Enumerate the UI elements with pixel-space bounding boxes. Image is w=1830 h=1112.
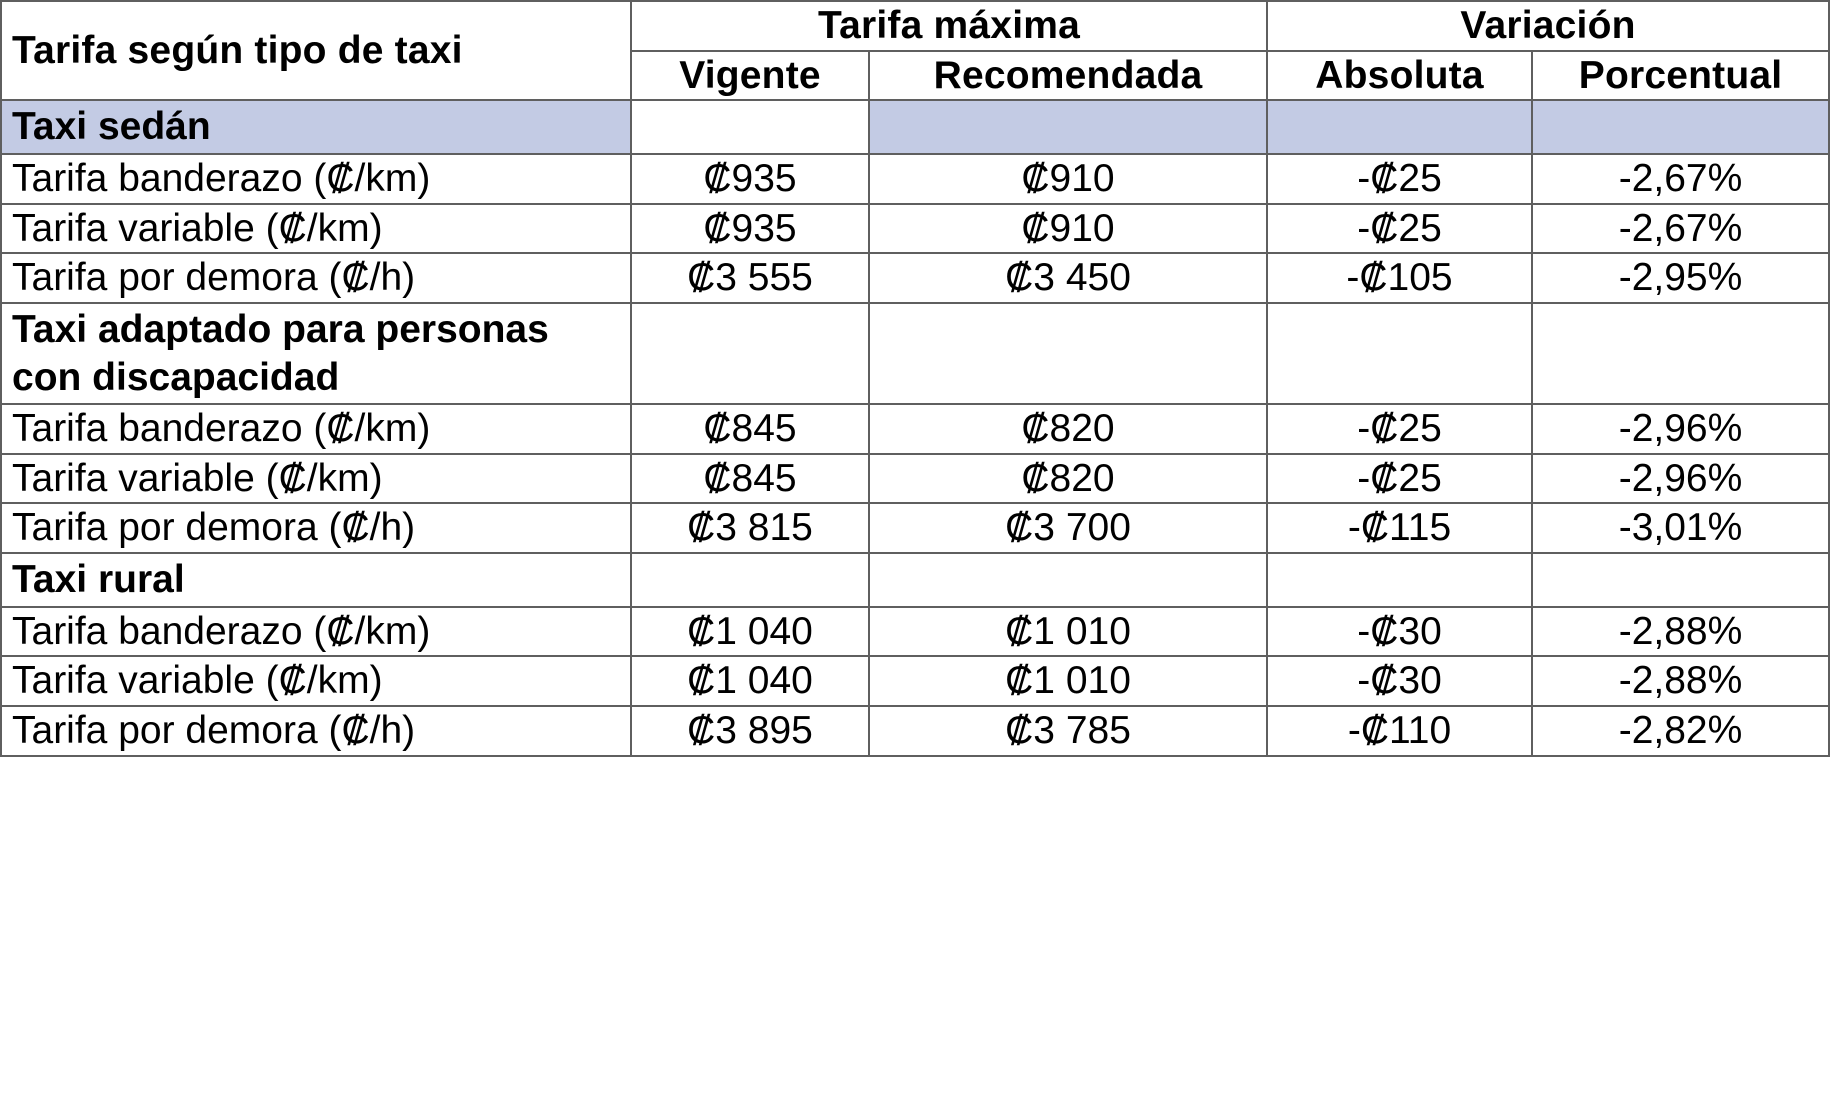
row-cell-absoluta: -₡25	[1267, 154, 1532, 204]
table-row	[1, 706, 1829, 756]
row-cell-vigente	[631, 100, 869, 154]
table-row	[1, 503, 1829, 553]
row-cell-vigente: ₡1 040	[631, 656, 869, 706]
row-cell-recomendada: ₡910	[869, 204, 1267, 254]
row-cell-absoluta: -₡105	[1267, 253, 1532, 303]
table-row	[1, 404, 1829, 454]
row-cell-porcentual: -2,95%	[1532, 253, 1829, 303]
row-cell-vigente	[631, 553, 869, 607]
row-cell-vigente: ₡845	[631, 454, 869, 504]
table-row	[1, 204, 1829, 254]
row-label: Tarifa banderazo (₡/km)	[1, 154, 631, 204]
row-cell-vigente: ₡3 895	[631, 706, 869, 756]
row-label: Tarifa por demora (₡/h)	[1, 503, 631, 553]
row-cell-recomendada: ₡3 700	[869, 503, 1267, 553]
row-cell-recomendada: ₡820	[869, 454, 1267, 504]
row-label: Tarifa variable (₡/km)	[1, 454, 631, 504]
row-label: Tarifa por demora (₡/h)	[1, 253, 631, 303]
row-cell-recomendada: ₡3 450	[869, 253, 1267, 303]
table-row	[1, 607, 1829, 657]
row-label: Tarifa banderazo (₡/km)	[1, 404, 631, 454]
table-header	[1, 1, 1829, 100]
row-cell-recomendada: ₡1 010	[869, 656, 1267, 706]
header-cell-vigente: Vigente	[631, 51, 869, 101]
row-cell-recomendada: ₡3 785	[869, 706, 1267, 756]
row-cell-absoluta	[1267, 100, 1532, 154]
row-label: Taxi rural	[1, 553, 631, 607]
row-cell-absoluta	[1267, 303, 1532, 404]
table-body	[1, 100, 1829, 755]
row-cell-vigente: ₡3 555	[631, 253, 869, 303]
row-label: Taxi sedán	[1, 100, 631, 154]
header-cell-recomendada: Recomendada	[869, 51, 1267, 101]
row-cell-porcentual: -3,01%	[1532, 503, 1829, 553]
header-group-tarifa-maxima: Tarifa máxima	[631, 1, 1267, 51]
table-header-row-groups	[1, 1, 1829, 51]
row-cell-recomendada: ₡1 010	[869, 607, 1267, 657]
row-cell-porcentual	[1532, 553, 1829, 607]
row-cell-porcentual: -2,96%	[1532, 454, 1829, 504]
row-cell-recomendada	[869, 100, 1267, 154]
row-cell-vigente	[631, 303, 869, 404]
table-row	[1, 154, 1829, 204]
row-cell-porcentual: -2,88%	[1532, 656, 1829, 706]
row-cell-porcentual: -2,67%	[1532, 154, 1829, 204]
row-cell-porcentual: -2,96%	[1532, 404, 1829, 454]
row-cell-porcentual: -2,88%	[1532, 607, 1829, 657]
row-cell-vigente: ₡935	[631, 204, 869, 254]
row-label: Tarifa por demora (₡/h)	[1, 706, 631, 756]
row-cell-vigente: ₡1 040	[631, 607, 869, 657]
header-cell-porcentual: Porcentual	[1532, 51, 1829, 101]
row-cell-absoluta	[1267, 553, 1532, 607]
row-cell-recomendada: ₡910	[869, 154, 1267, 204]
row-cell-absoluta: -₡25	[1267, 204, 1532, 254]
row-cell-vigente: ₡845	[631, 404, 869, 454]
header-cell-absoluta: Absoluta	[1267, 51, 1532, 101]
row-cell-absoluta: -₡115	[1267, 503, 1532, 553]
row-cell-recomendada	[869, 553, 1267, 607]
row-cell-porcentual: -2,67%	[1532, 204, 1829, 254]
row-cell-absoluta: -₡25	[1267, 454, 1532, 504]
row-cell-porcentual: -2,82%	[1532, 706, 1829, 756]
table-row	[1, 454, 1829, 504]
header-group-variacion: Variación	[1267, 1, 1829, 51]
header-cell-category: Tarifa según tipo de taxi	[1, 1, 631, 100]
table-row	[1, 303, 1829, 404]
table-row	[1, 253, 1829, 303]
row-cell-absoluta: -₡30	[1267, 656, 1532, 706]
row-cell-recomendada: ₡820	[869, 404, 1267, 454]
row-cell-absoluta: -₡30	[1267, 607, 1532, 657]
row-cell-absoluta: -₡110	[1267, 706, 1532, 756]
row-cell-porcentual	[1532, 303, 1829, 404]
row-cell-porcentual	[1532, 100, 1829, 154]
row-label: Tarifa variable (₡/km)	[1, 656, 631, 706]
table-row	[1, 100, 1829, 154]
row-cell-recomendada	[869, 303, 1267, 404]
row-label: Taxi adaptado para personas con discapacidad	[1, 303, 631, 404]
table-row	[1, 553, 1829, 607]
table-row	[1, 656, 1829, 706]
row-cell-vigente: ₡935	[631, 154, 869, 204]
row-cell-absoluta: -₡25	[1267, 404, 1532, 454]
row-cell-vigente: ₡3 815	[631, 503, 869, 553]
row-label: Tarifa variable (₡/km)	[1, 204, 631, 254]
row-label: Tarifa banderazo (₡/km)	[1, 607, 631, 657]
